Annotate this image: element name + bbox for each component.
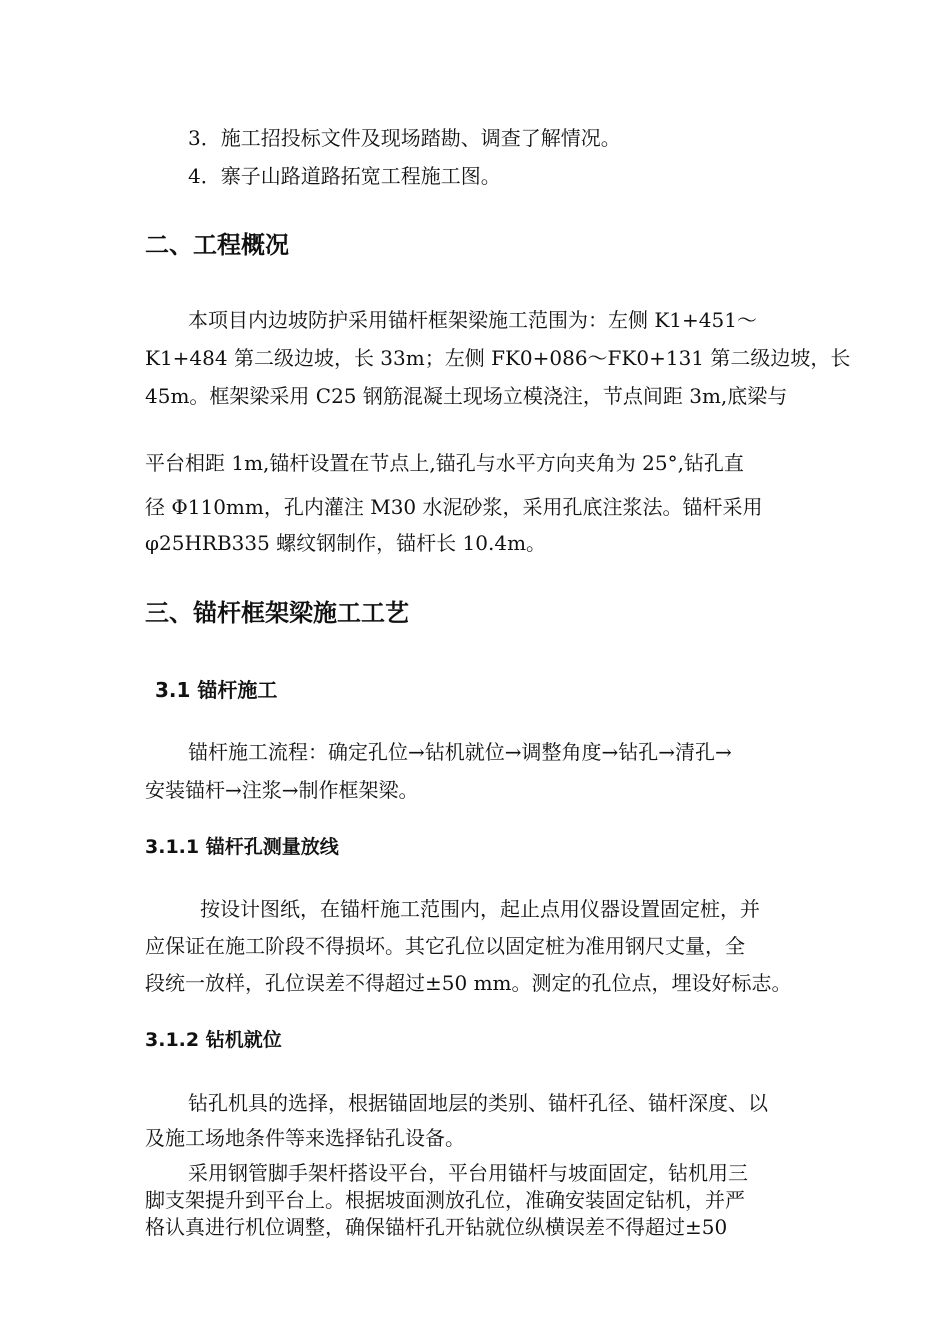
section-3-heading: 三、锚杆框架梁施工工艺 xyxy=(145,599,409,627)
drill-para2-line-2: 脚支架提升到平台上。根据坡面测放孔位，准确安装固定钻机，并严 xyxy=(145,1188,745,1212)
drill-para2-line-1: 采用钢管脚手架杆搭设平台，平台用锚杆与坡面固定，钻机用三 xyxy=(188,1161,748,1185)
subsection-3-1-heading: 3.1 锚杆施工 xyxy=(155,678,278,702)
section-2-heading: 二、工程概况 xyxy=(145,231,289,259)
anchor-process-line-2: 安装锚杆→注浆→制作框架梁。 xyxy=(145,778,419,802)
drill-para2-line-3: 格认真进行机位调整，确保锚杆孔开钻就位纵横误差不得超过±50 xyxy=(145,1215,728,1239)
overview-line-1: 本项目内边坡防护采用锚杆框架梁施工范围为：左侧 K1+451～ xyxy=(188,308,757,332)
drill-para1-line-1: 钻孔机具的选择，根据锚固地层的类别、锚杆孔径、锚杆深度、以 xyxy=(188,1091,768,1115)
overview-line-3: 45m。框架梁采用 C25 钢筋混凝土现场立模浇注，节点间距 3m,底梁与 xyxy=(145,384,788,408)
survey-line-1: 按设计图纸，在锚杆施工范围内，起止点用仪器设置固定桩，并 xyxy=(200,897,760,921)
subsection-3-1-2-heading: 3.1.2 钻机就位 xyxy=(145,1029,282,1051)
overview-line-6: φ25HRB335 螺纹钢制作，锚杆长 10.4m。 xyxy=(145,531,547,555)
overview-line-4: 平台相距 1m,锚杆设置在节点上,锚孔与水平方向夹角为 25°,钻孔直 xyxy=(145,451,744,475)
reference-item-3: 3．施工招投标文件及现场踏勘、调查了解情况。 xyxy=(188,126,621,150)
overview-line-5: 径 Φ110mm，孔内灌注 M30 水泥砂浆，采用孔底注浆法。锚杆采用 xyxy=(145,495,763,519)
overview-line-2: K1+484 第二级边坡，长 33m；左侧 FK0+086～FK0+131 第二级边坡，长 xyxy=(145,346,851,370)
drill-para1-line-2: 及施工场地条件等来选择钻孔设备。 xyxy=(145,1126,465,1150)
anchor-process-line-1: 锚杆施工流程：确定孔位→钻机就位→调整角度→钻孔→清孔→ xyxy=(188,740,732,764)
subsection-3-1-1-heading: 3.1.1 锚杆孔测量放线 xyxy=(145,836,339,858)
survey-line-2: 应保证在施工阶段不得损坏。其它孔位以固定桩为准用钢尺丈量，全 xyxy=(145,934,745,958)
reference-item-4: 4．寨子山路道路拓宽工程施工图。 xyxy=(188,164,501,188)
survey-line-3: 段统一放样，孔位误差不得超过±50 mm。测定的孔位点，埋设好标志。 xyxy=(145,971,792,995)
